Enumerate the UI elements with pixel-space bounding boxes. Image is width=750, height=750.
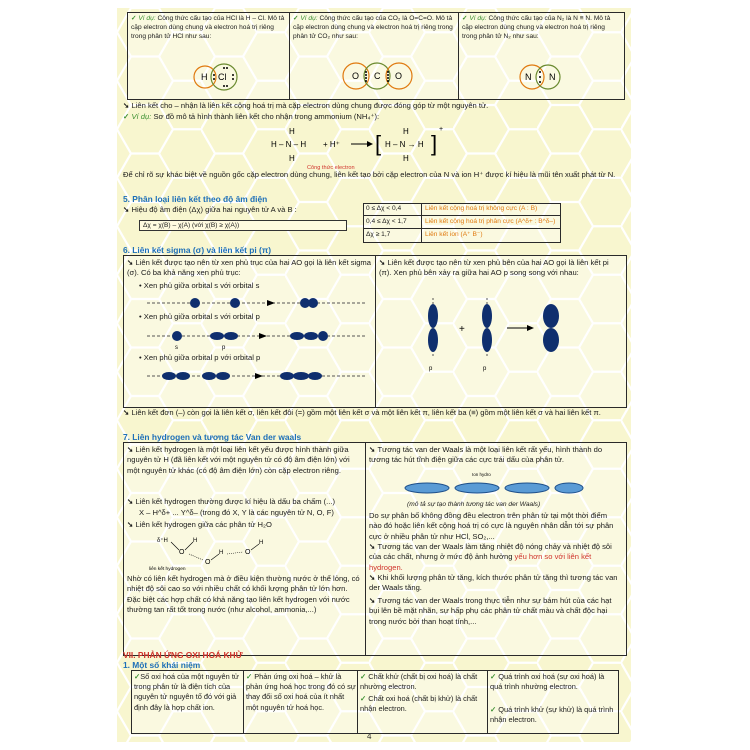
range-row-3: Δχ ≥ 1,7 bbox=[366, 231, 391, 238]
svg-text:O: O bbox=[245, 549, 251, 556]
atom-label: Cl bbox=[218, 72, 227, 82]
svg-text:H: H bbox=[403, 154, 409, 163]
svg-text:H: H bbox=[289, 154, 295, 163]
vdw-diagram bbox=[397, 468, 587, 500]
svg-text:H: H bbox=[289, 127, 295, 136]
coordinate-bond-note: Để chỉ rõ sự khác biệt về nguồn gốc cặp electron dùng chung, liên kết tạo bởi cặp electron của N và ion H⁺ được kí hiệu là mũi tên xuất phát từ N. bbox=[123, 170, 616, 179]
svg-text:H: H bbox=[259, 540, 264, 546]
svg-text:H: H bbox=[403, 127, 409, 136]
vdw-ion-label: Ion hydro bbox=[472, 472, 491, 477]
type-row-3: Liên kết ion (A⁺ B⁻) bbox=[425, 231, 483, 238]
document-page bbox=[117, 8, 631, 742]
svg-text:H – N – H: H – N – H bbox=[271, 140, 307, 149]
hydrogen-bond-notation: ➘ Liên kết hydrogen thường được kí hiệu là dấu ba chấm (...) bbox=[127, 497, 336, 506]
svg-text:+: + bbox=[439, 126, 444, 133]
example-hcl: ✓ Ví dụ: Công thức cấu tạo của HCl là H – Cl. Mô tả cặp electron dùng chung và electron hoá trị riêng trong phân tử HCl như sau: bbox=[131, 15, 285, 40]
atom-label: O bbox=[352, 71, 360, 81]
example-n2: ✓ Ví dụ: Công thức cấu tạo của N₂ là N ≡ N. Mô tả cặp electron dùng chung và electron hoá trị riêng trong phân tử N₂ như sau: bbox=[462, 15, 611, 40]
orbital-p-label: p bbox=[483, 366, 487, 372]
vdw-definition: ➘ Tương tác van der Waals là một loại liên kết rất yếu, hình thành do tương tác hút tĩnh điện giữa các cực trái dấu của phân tử. bbox=[369, 445, 603, 465]
reducing-agent-definition: ✓ Chất khử (chất bị oxi hoá) là chất nhường electron. bbox=[360, 672, 478, 692]
ammonium-formation-diagram bbox=[267, 121, 467, 171]
vdw-cause: Do sự phân bố không đồng đều electron trên phân tử tại một thời điểm nào đó hoặc liên kết cộng hoá trị có cực là nguyên nhân dẫn tới sự phân cực ở nhiều phân tử như HCl, SO₂,... bbox=[369, 511, 614, 541]
oxidizing-agent-definition: ✓ Chất oxi hoá (chất bị khử) là chất nhận electron. bbox=[360, 694, 478, 714]
redox-reaction-definition: ✓ Phản ứng oxi hoá – khử là phản ứng hoá học trong đó có sự thay đổi số oxi hoá của ít nhất một nguyên tử hoá học. bbox=[246, 672, 356, 712]
hcl-lewis-diagram bbox=[187, 62, 247, 92]
hydrogen-bond-caption: liên kết hydrogen bbox=[149, 567, 186, 572]
orbital-p-label: p bbox=[429, 366, 433, 372]
overlap-s-p-label: • Xen phủ giữa orbital s với orbital p bbox=[139, 312, 260, 321]
vdw-mass-effect: ➘ Khi khối lượng phân tử tăng, kích thước phân tử tăng thì tương tác van der Waals tăng. bbox=[369, 573, 618, 593]
section-6-title: 6. Liên kết sigma (σ) và liên kết pi (π) bbox=[123, 245, 272, 255]
water-hydrogen-bond-diagram bbox=[147, 532, 347, 572]
page-number: 4 bbox=[367, 732, 372, 741]
svg-text:[: [ bbox=[375, 131, 382, 156]
pi-overlap-diagram bbox=[407, 296, 587, 376]
overlap-s-s-label: • Xen phủ giữa orbital s với orbital s bbox=[139, 281, 260, 290]
ammonium-example: ✓ Ví dụ: Sơ đồ mô tả hình thành liên kết cho nhận trong ammonium (NH₄⁺): bbox=[123, 112, 380, 121]
example-co2: ✓ Ví dụ: Công thức cấu tạo của CO₂ là O=C=O. Mô tả cặp electron dùng chung và electron hoá trị riêng trong phân tử CO₂ như sau: bbox=[293, 15, 453, 40]
hydrogen-bond-effects: Nhờ có liên kết hydrogen mà ở điều kiện thường nước ở thể lỏng, có nhiệt độ sôi cao so với nhiều chất có khối lượng phân tử lớn hơn. Đặc biệt các hợp chất có khả năng tạo liên kết hydrogen với nước thường tan rất tốt trong nước (như alcohol, ammonia,...) bbox=[127, 574, 360, 615]
type-row-1: Liên kết cộng hoá trị không cực (A : B) bbox=[425, 205, 538, 212]
vdw-melting-effect: ➘ Tương tác van der Waals làm tăng nhiệt độ nóng chảy và nhiệt độ sôi của các chất, nhưng ở mức độ ảnh hưởng yếu hơn so với liên kết hydrogen. bbox=[369, 542, 612, 572]
water-hydrogen-bond-label: ➘ Liên kết hydrogen giữa các phân tử H₂O bbox=[127, 520, 272, 529]
redox-concepts-title: 1. Một số khái niệm bbox=[123, 660, 201, 670]
svg-text:]: ] bbox=[431, 131, 438, 156]
vdw-caption: (mô tả sự tạo thành tương tác van der Waals) bbox=[407, 501, 541, 508]
electronegativity-intro: ➘ Hiệu độ âm điện (Δχ) giữa hai nguyên tử A và B : bbox=[123, 205, 297, 214]
s-s-overlap-diagram bbox=[147, 292, 367, 314]
orbital-s-label: s bbox=[175, 345, 178, 351]
reduction-process-definition: ✓ Quá trình khử (sự khử) là quá trình nhận electron. bbox=[490, 705, 614, 725]
n2-lewis-diagram bbox=[515, 62, 567, 92]
vdw-applications: ➘ Tương tác van der Waals trong thực tiễn như sự bám hút của các hạt bụi lên bề mặt nhãn, sự hấp phụ các phân tử chất màu và chất độc hại trong nước bởi than hoạt tính,... bbox=[369, 596, 612, 626]
overlap-p-p-label: • Xen phủ giữa orbital p với orbital p bbox=[139, 353, 261, 362]
sigma-bond-definition: ➘ Liên kết được tạo nên từ xen phủ trục của hai AO gọi là liên kết sigma (σ). Có ba khả năng xen phủ trục: bbox=[127, 258, 371, 278]
bond-order-summary: ➘ Liên kết đơn (–) còn gọi là liên kết σ, liên kết đôi (=) gồm một liên kết σ và một liên kết π, liên kết ba (≡) gồm một liên kết σ và hai liên kết π. bbox=[123, 408, 601, 417]
hydrogen-bond-formula: X – H^δ+ ... Y^δ– (trong đó X, Y là các nguyên tử N, O, F) bbox=[139, 508, 334, 517]
s-p-overlap-diagram bbox=[147, 324, 367, 352]
svg-text:H: H bbox=[193, 538, 198, 544]
atom-label: O bbox=[395, 71, 403, 81]
oxidation-process-definition: ✓ Quá trình oxi hoá (sự oxi hoá) là quá trình nhường electron. bbox=[490, 672, 605, 692]
atom-label: H bbox=[201, 72, 208, 82]
range-row-2: 0,4 ≤ Δχ < 1,7 bbox=[366, 218, 407, 225]
section-7-title: 7. Liên hydrogen và tương tác Van der waals bbox=[123, 432, 302, 442]
svg-text:+: + bbox=[459, 324, 465, 335]
svg-text:O: O bbox=[179, 549, 185, 556]
range-row-1: 0 ≤ Δχ < 0,4 bbox=[366, 205, 402, 212]
atom-label: C bbox=[374, 71, 381, 81]
oxidation-number-definition: ✓Số oxi hoá của một nguyên tử trong phân tử là điện tích của nguyên tử nguyên tố đó với giả định đây là hợp chất ion. bbox=[134, 672, 239, 712]
formula-caption: Công thức electron bbox=[307, 165, 355, 171]
p-p-overlap-diagram bbox=[147, 364, 367, 392]
svg-text:H: H bbox=[219, 550, 224, 556]
co2-lewis-diagram bbox=[339, 60, 419, 92]
section-5-title: 5. Phân loại liên kết theo độ âm điện bbox=[123, 194, 268, 204]
svg-text:O: O bbox=[205, 559, 211, 566]
atom-label: N bbox=[525, 72, 532, 82]
svg-text:H – N → H: H – N → H bbox=[385, 140, 424, 149]
coordinate-bond-definition: ➘ Liên kết cho – nhận là liên kết cộng hoá trị mà cặp electron dùng chung được đóng góp từ một nguyên tử. bbox=[123, 101, 489, 110]
pi-bond-definition: ➘ Liên kết được tạo nên từ xen phủ bên của hai AO gọi là liên kết pi (π). Xen phủ bên xảy ra giữa hai AO p song song với nhau: bbox=[379, 258, 609, 278]
plus-h-label: + H⁺ bbox=[323, 140, 340, 149]
hydrogen-bond-definition: ➘ Liên kết hydrogen là một loại liên kết yếu được hình thành giữa nguyên tử H (đã liên kết với một nguyên tử có độ âm điện lớn) với một nguyên tử khác (có độ âm điện lớn) còn cặp electron riêng. bbox=[127, 445, 350, 475]
redox-section-title: VII. PHẢN ỨNG OXI HOÁ KHỬ bbox=[123, 650, 243, 660]
orbital-p-label: p bbox=[222, 345, 226, 351]
svg-text:δ⁺H: δ⁺H bbox=[157, 538, 168, 544]
atom-label: N bbox=[549, 72, 556, 82]
type-row-2: Liên kết cộng hoá trị phân cực (A^δ+ : B^δ–) bbox=[425, 218, 556, 225]
electronegativity-formula: Δχ = χ(B) – χ(A) (với χ(B) ≥ χ(A)) bbox=[139, 220, 347, 231]
